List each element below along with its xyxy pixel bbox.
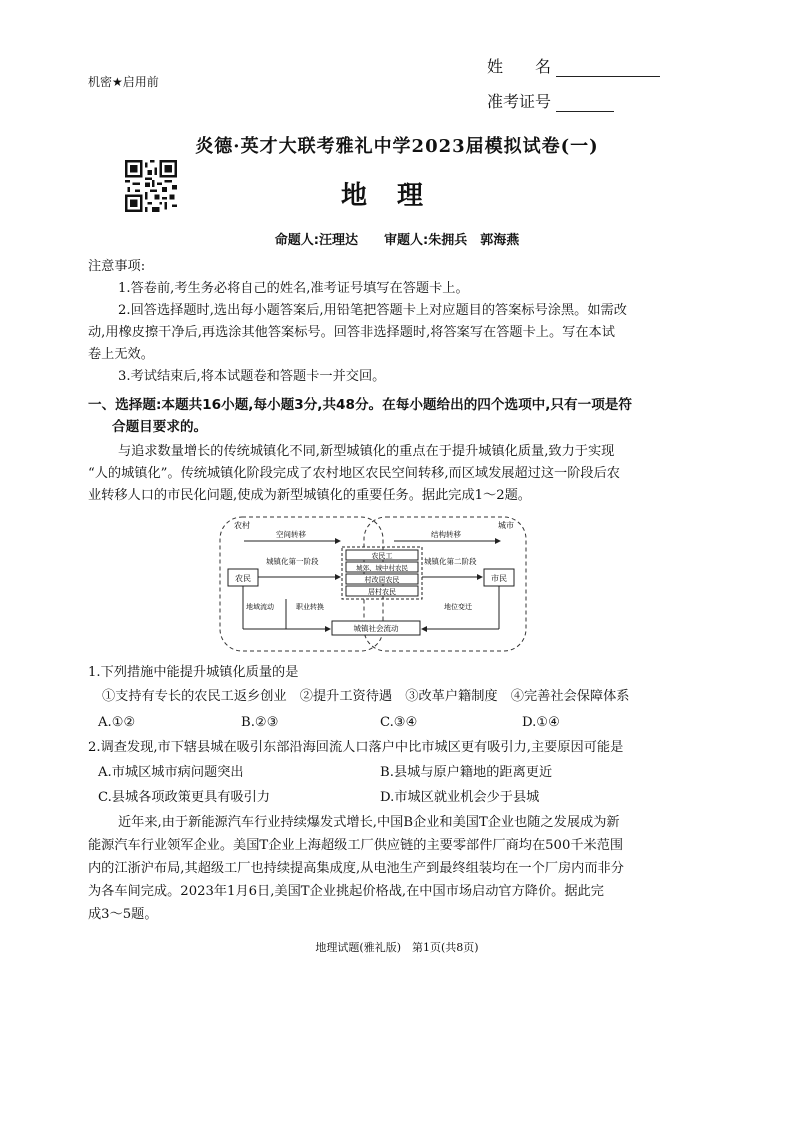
notice-item-2-line-3: 卷上无效。 — [88, 347, 154, 362]
passage-1-line-3: 业转移人口的市民化问题,使成为新型城镇化的重要任务。据此完成1～2题。 — [88, 488, 531, 503]
confidential-label: 机密★启用前 — [88, 75, 159, 89]
question-1-option-b: B.②③ — [241, 715, 279, 730]
question-1-statements: ①支持有专长的农民工返乡创业 ②提升工资待遇 ③改革户籍制度 ④完善社会保障体系 — [102, 689, 630, 704]
authors-line: 命题人:汪理达 审题人:朱拥兵 郭海燕 — [274, 233, 520, 248]
section-1-heading: 一、选择题:本题共16小题,每小题3分,共48分。在每小题给出的四个选项中,只有一项是符 — [88, 397, 632, 413]
village-converted-label: 村改居农民 — [364, 576, 400, 584]
question-2-option-d: D.市城区就业机会少于县城 — [380, 790, 540, 805]
name-blank-line — [556, 62, 660, 77]
passage-2-line-4: 为各车间完成。2023年1月6日,美国T企业挑起价格战,在中国市场启动官方降价。据此完 — [88, 884, 604, 899]
farmer-label: 农民 — [235, 574, 251, 583]
stage-1-label: 城镇化第一阶段 — [266, 557, 319, 566]
suburban-farmer-label: 城郊、城中村农民 — [356, 564, 408, 572]
name-field — [487, 54, 660, 77]
urban-social-flow-label: 城镇社会流动 — [353, 624, 399, 633]
passage-1-line-1: 与追求数量增长的传统城镇化不同,新型城镇化的重点在于提升城镇化质量,致力于实现 — [118, 444, 615, 459]
question-1-stem: 1.下列措施中能提升城镇化质量的是 — [88, 665, 299, 680]
notice-item-2-line-2: 动,用橡皮擦干净后,再选涂其他答案标号。回答非选择题时,将答案写在答题卡上。写在本试 — [88, 325, 615, 340]
passage-2-line-2: 能源汽车行业领军企业。美国T企业上海超级工厂供应链的主要零部件厂商均在500千米范围 — [88, 838, 624, 853]
page-footer: 地理试题(雅礼版) 第1页(共8页) — [315, 941, 479, 954]
passage-2-line-1: 近年来,由于新能源汽车行业持续爆发式增长,中国B企业和美国T企业也随之发展成为新 — [118, 815, 620, 830]
notice-item-2-line-1: 2.回答选择题时,选出每小题答案后,用铅笔把答题卡上对应题目的答案标号涂黑。如需改 — [118, 303, 627, 318]
section-1-heading-line-2: 合题目要求的。 — [112, 419, 208, 435]
city-label: 城市 — [498, 521, 514, 530]
question-1-option-a: A.①② — [98, 715, 136, 730]
migrant-worker-label: 农民工 — [371, 552, 393, 560]
job-change-label: 职业转换 — [296, 603, 324, 611]
subject-title: 地理 — [340, 181, 453, 211]
passage-2-line-3: 内的江浙沪布局,其超级工厂也持续提高集成度,从电池生产到最终组装均在一个厂房内而非分 — [88, 861, 624, 876]
passage-1-line-2: “人的城镇化”。传统城镇化阶段完成了农村地区农民空间转移,而区域发展超过这一阶段后农 — [88, 466, 620, 481]
notice-item-1: 1.答卷前,考生务必将自己的姓名,准考证号填写在答题卡上。 — [118, 281, 469, 296]
question-2-stem: 2.调查发现,市下辖县城在吸引东部沿海回流人口落户中比市城区更有吸引力,主要原因可能是 — [88, 740, 624, 755]
rural-label: 农村 — [234, 521, 250, 530]
question-1-option-c: C.③④ — [380, 715, 418, 730]
regional-flow-label: 地域流动 — [246, 603, 274, 611]
passage-2-line-5: 成3～5题。 — [88, 907, 158, 922]
exam-id-label: 准考证号 — [487, 92, 552, 111]
exam-id-field — [487, 89, 614, 112]
village-resident-label: 居村农民 — [368, 588, 396, 596]
stage-2-label: 城镇化第二阶段 — [424, 557, 477, 566]
exam-title: 炎德·英才大联考雅礼中学2023届模拟试卷(一) — [195, 136, 599, 157]
question-2-option-b: B.县城与原户籍地的距离更近 — [380, 765, 553, 780]
urbanization-diagram — [216, 515, 530, 655]
notice-item-3: 3.考试结束后,将本试题卷和答题卡一并交回。 — [118, 369, 386, 384]
question-1-option-d: D.①④ — [522, 715, 560, 730]
exam-id-blank-line — [556, 97, 614, 112]
status-change-label: 地位变迁 — [444, 603, 472, 611]
citizen-label: 市民 — [491, 574, 507, 583]
structural-transfer-label: 结构转移 — [431, 530, 461, 539]
name-label: 姓 名 — [487, 57, 552, 76]
question-2-option-c: C.县城各项政策更具有吸引力 — [98, 790, 271, 805]
notice-title: 注意事项: — [88, 259, 146, 274]
spatial-transfer-label: 空间转移 — [276, 530, 306, 539]
question-2-option-a: A.市城区城市病问题突出 — [98, 765, 244, 780]
